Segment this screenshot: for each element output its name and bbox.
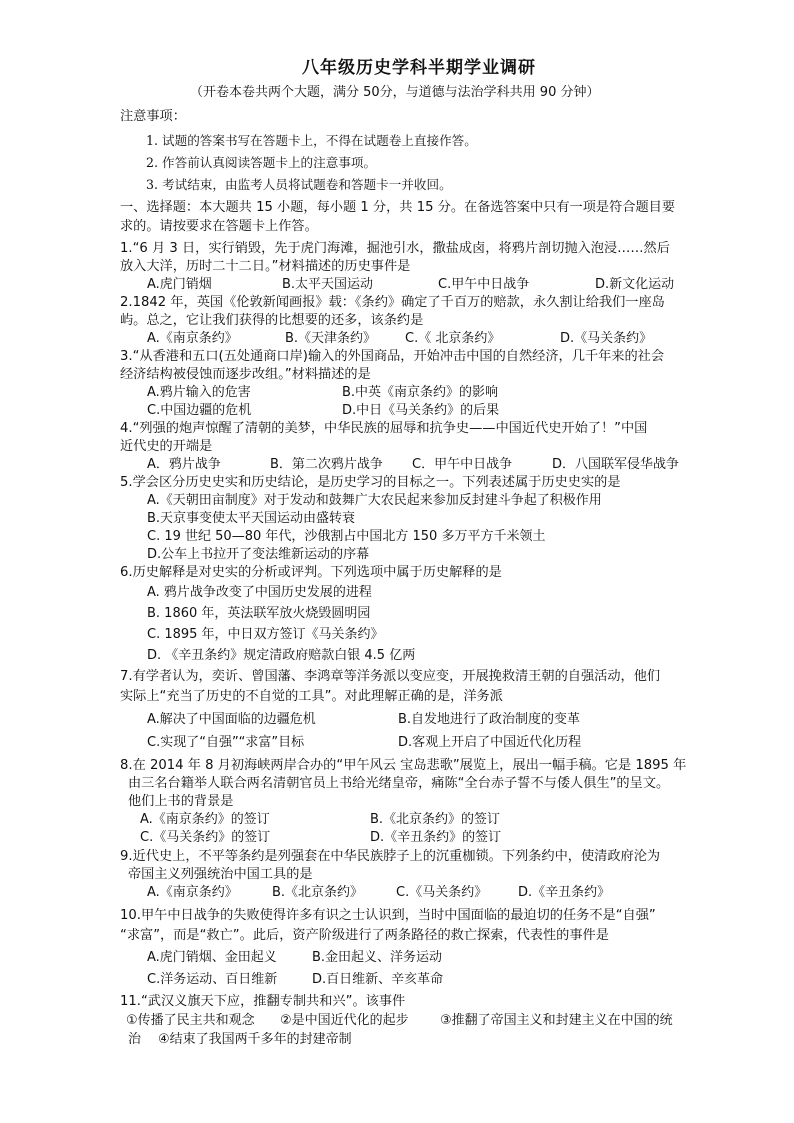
option-d: D.《辛丑条约》的签订 [370,830,502,845]
statement-2: ②是中国近代化的起步 [280,1013,409,1028]
option-a: A.解决了中国面临的边疆危机 [147,712,316,727]
option-c: C．甲午中日战争 [412,457,513,472]
option-b: B.天京事变使太平天国运动由盛转衰 [147,511,356,526]
option-a: A.《天朝田亩制度》对于发动和鼓舞广大农民起来参加反封建斗争起了积极作用 [147,493,602,508]
option-a: A．鸦片战争 [147,457,221,472]
question-stem: 3.“从香港和五口(五处通商口岸)输入的外国商品，开始冲击中国的自然经济，几千年来的社会 [120,349,665,364]
question-stem: 2.1842 年，英国《伦敦新闻画报》载：《条约》确定了千百万的赔款，永久割让给我们一座岛 [120,295,665,310]
option-c: C.中国边疆的危机 [147,403,252,418]
note-item: 2. 作答前认真阅读答题卡上的注意事项。 [146,155,377,170]
question-stem: 10.甲午中日战争的失败使得许多有识之士认识到，当时中国面临的最迫切的任务不是“自强” [120,908,656,923]
option-a: A.虎门销烟、金田起义 [147,950,277,965]
question-stem: 7.有学者认为，奕䜣、曾国藩、李鸿章等洋务派以变应变，开展挽救清王朝的自强活动，他们 [120,669,661,684]
option-c: C. 1895 年，中日双方签订《马关条约》 [147,627,384,642]
option-b: B.《北京条约》的签订 [370,812,501,827]
statement-4: ④结束了我国两千多年的封建帝制 [158,1032,352,1047]
option-d: D.客观上开启了中国近代化历程 [398,735,582,750]
option-b: B. 1860 年，英法联军放火烧毁圆明园 [147,606,371,621]
question-stem: 帝国主义列强统治中国工具的是 [128,867,313,882]
question-stem: 屿。总之，它让我们获得的比想要的还多，该条约是 [120,313,424,328]
statement-3: ③推翻了帝国主义和封建主义在中国的统 [440,1013,673,1028]
question-stem: 9.近代史上，不平等条约是列强套在中华民族脖子上的沉重枷锁。下列条约中，使清政府沦为 [120,849,661,864]
option-d: D. 《辛丑条约》规定清政府赔款白银 4.5 亿两 [147,648,416,663]
question-stem: 由三名台籍举人联合两名清朝官员上书给光绪皇帝，痛陈“全台赤子誓不与倭人俱生”的呈文。 [128,776,670,791]
statement-1: ①传播了民主共和观念 [126,1013,255,1028]
note-item: 1. 试题的答案书写在答题卡上，不得在试题卷上直接作答。 [146,133,477,148]
question-stem: “求富”，而是“救亡”。此后，资产阶级进行了两条路径的救亡探索，代表性的事件是 [120,928,609,943]
question-stem: 6.历史解释是对史实的分析或评判。下列选项中属于历史解释的是 [120,565,502,580]
question-stem: 5.学会区分历史史实和历史结论，是历史学习的目标之一。下列表述属于历史史实的是 [120,475,621,490]
option-b: B.太平天国运动 [282,277,374,292]
question-stem: 11.“武汉义旗天下应，推翻专制共和兴”。该事件 [120,994,406,1009]
option-a: A.《南京条约》的签订 [140,812,270,827]
option-b: B.金田起义、洋务运动 [312,950,443,965]
question-stem: 放入大洋，历时二十二日。”材料描述的历史事件是 [120,259,411,274]
option-a: A.虎门销烟 [147,277,212,292]
option-a: A.《南京条约》 [147,885,238,900]
option-a: A. 鸦片战争改变了中国历史发展的进程 [147,585,372,600]
option-a: A.鸦片输入的危害 [147,385,251,400]
option-b: B.中英《南京条约》的影响 [342,385,499,400]
option-d: D.公车上书拉开了变法维新运动的序幕 [147,547,370,562]
question-stem: 他们上书的背景是 [128,794,234,809]
section-instruction: 求的。请按要求在答题卡上作答。 [120,219,318,234]
question-stem: 8.在 2014 年 8 月初海峡两岸合办的“甲午风云 宝岛悲歌”展览上，展出一幅手稿。它是 1895 年 [120,758,687,773]
option-d: D.《马关条约》 [560,331,653,346]
option-b: B.《天津条约》 [285,331,377,346]
question-stem: 经济结构被侵蚀而逐步改组。”材料描述的是 [120,367,371,382]
note-item: 3. 考试结束，由监考人员将试题卷和答题卡一并收回。 [146,177,452,192]
option-c: C. 19 世纪 50—80 年代，沙俄割占中国北方 150 多万平方千米领土 [147,529,546,544]
question-stem: 1.“6 月 3 日，实行销毁，先于虎门海滩，掘池引水，撒盐成卤，将鸦片剖切抛入泡浸……然后 [120,241,670,256]
section-instruction: 一、选择题：本大题共 15 小题，每小题 1 分，共 15 分。在备选答案中只有一项是符合题目要 [120,200,676,215]
option-c: C.《 北京条约》 [405,331,501,346]
option-b: B．第二次鸦片战争 [270,457,383,472]
option-c: C.实现了“自强”“求富”目标 [147,735,305,750]
question-stem: 4.“列强的炮声惊醒了清朝的美梦，中华民族的屈辱和抗争史——中国近代史开始了！”中国 [120,421,648,436]
option-c: C.洋务运动、百日维新 [147,972,278,987]
option-c: C.《马关条约》 [396,885,488,900]
exam-subtitle: （开卷本卷共两个大题，满分 50分，与道德与法治学科共用 90 分钟） [190,85,600,100]
option-d: D．八国联军侵华战争 [552,457,680,472]
option-a: A.《南京条约》 [147,331,238,346]
option-d: D.百日维新、辛亥革命 [312,972,444,987]
option-b: B.《北京条约》 [272,885,364,900]
option-c: C.《马关条约》的签订 [140,830,271,845]
exam-title: 八年级历史学科半期学业调研 [302,58,536,78]
option-c: C.甲午中日战争 [438,277,530,292]
statement-3-continued: 治 [128,1032,142,1047]
option-d: D.中日《马关条约》的后果 [342,403,500,418]
notes-heading: 注意事项： [120,109,186,124]
option-d: D.《辛丑条约》 [518,885,611,900]
option-d: D.新文化运动 [595,277,675,292]
question-stem: 实际上“充当了历史的不自觉的工具”。对此理解正确的是，洋务派 [120,689,503,704]
question-stem: 近代史的开端是 [120,439,213,454]
option-b: B.自发地进行了政治制度的变革 [398,712,581,727]
